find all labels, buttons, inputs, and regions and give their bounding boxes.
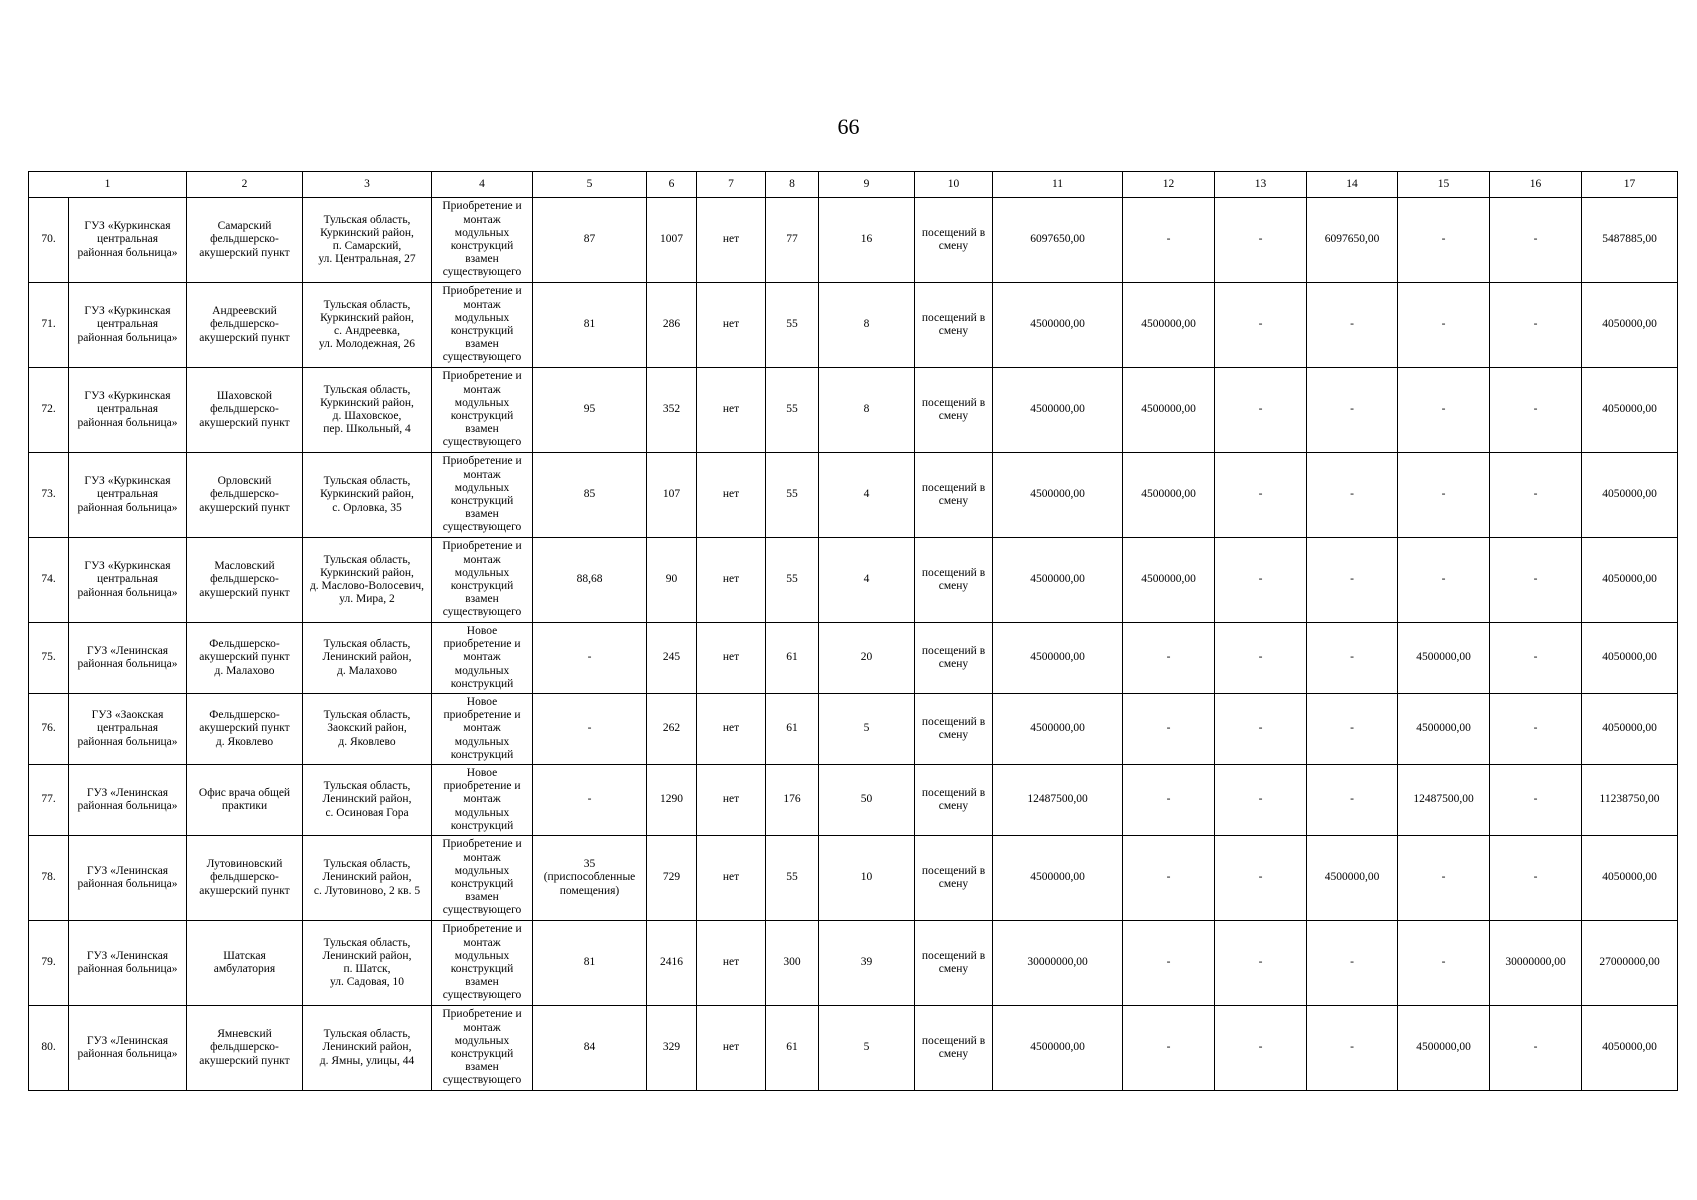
action-cell: Приобретение и монтаж модульных конструкций взамен существующего [432,368,533,453]
col11-cell: 4500000,00 [993,694,1123,765]
col7-cell: нет [697,765,766,836]
col13-cell: - [1215,921,1307,1006]
col6-cell: 1007 [647,198,697,283]
col6-cell: 2416 [647,921,697,1006]
col15-cell: 4500000,00 [1398,623,1490,694]
col9-cell: 5 [819,1006,915,1091]
facilities-table [28,171,1678,1091]
table-row [29,368,1678,453]
address-cell: Тульская область, Ленинский район, д. Малахово [303,623,432,694]
address-cell: Тульская область, Куркинский район, с. Андреевка, ул. Молодежная, 26 [303,283,432,368]
col5-cell: 85 [533,453,647,538]
action-cell: Приобретение и монтаж модульных конструкций взамен существующего [432,198,533,283]
row-number-cell: 76. [29,694,69,765]
col5-cell: 87 [533,198,647,283]
organization-cell: ГУЗ «Куркинская центральная районная больница» [69,453,187,538]
row-number-cell: 73. [29,453,69,538]
col5-cell: 88,68 [533,538,647,623]
organization-cell: ГУЗ «Ленинская районная больница» [69,921,187,1006]
col16-cell: - [1490,538,1582,623]
column-header: 15 [1398,172,1490,198]
row-number-cell: 70. [29,198,69,283]
row-number-cell: 78. [29,836,69,921]
col7-cell: нет [697,368,766,453]
col16-cell: - [1490,1006,1582,1091]
row-number-cell: 72. [29,368,69,453]
col7-cell: нет [697,694,766,765]
col12-cell: - [1123,198,1215,283]
facility-cell: Ямневский фельдшерско- акушерский пункт [187,1006,303,1091]
table-row [29,836,1678,921]
table-row [29,765,1678,836]
organization-cell: ГУЗ «Куркинская центральная районная больница» [69,538,187,623]
col6-cell: 90 [647,538,697,623]
address-cell: Тульская область, Куркинский район, п. Самарский, ул. Центральная, 27 [303,198,432,283]
col17-cell: 27000000,00 [1582,921,1678,1006]
col9-cell: 4 [819,453,915,538]
col11-cell: 4500000,00 [993,283,1123,368]
col10-cell: посещений в смену [915,765,993,836]
col17-cell: 4050000,00 [1582,538,1678,623]
col7-cell: нет [697,623,766,694]
col11-cell: 4500000,00 [993,836,1123,921]
col5-cell: 35 (приспособленные помещения) [533,836,647,921]
col16-cell: - [1490,283,1582,368]
col15-cell: - [1398,198,1490,283]
facility-cell: Лутовиновский фельдшерско- акушерский пункт [187,836,303,921]
table-row [29,921,1678,1006]
col11-cell: 12487500,00 [993,765,1123,836]
column-header: 2 [187,172,303,198]
organization-cell: ГУЗ «Ленинская районная больница» [69,765,187,836]
col5-cell: 84 [533,1006,647,1091]
col10-cell: посещений в смену [915,694,993,765]
col17-cell: 4050000,00 [1582,1006,1678,1091]
organization-cell: ГУЗ «Заокская центральная районная больница» [69,694,187,765]
address-cell: Тульская область, Ленинский район, с. Лутовиново, 2 кв. 5 [303,836,432,921]
col17-cell: 4050000,00 [1582,453,1678,538]
col16-cell: 30000000,00 [1490,921,1582,1006]
col8-cell: 300 [766,921,819,1006]
action-cell: Приобретение и монтаж модульных конструкций взамен существующего [432,1006,533,1091]
col12-cell: - [1123,921,1215,1006]
address-cell: Тульская область, Куркинский район, с. Орловка, 35 [303,453,432,538]
col10-cell: посещений в смену [915,198,993,283]
col13-cell: - [1215,694,1307,765]
col13-cell: - [1215,283,1307,368]
col9-cell: 16 [819,198,915,283]
col10-cell: посещений в смену [915,1006,993,1091]
col6-cell: 329 [647,1006,697,1091]
col14-cell: - [1307,694,1398,765]
col11-cell: 4500000,00 [993,1006,1123,1091]
organization-cell: ГУЗ «Ленинская районная больница» [69,623,187,694]
address-cell: Тульская область, Куркинский район, д. Шаховское, пер. Школьный, 4 [303,368,432,453]
col14-cell: - [1307,623,1398,694]
col9-cell: 5 [819,694,915,765]
header-row [29,172,1678,198]
facility-cell: Фельдшерско- акушерский пункт д. Малахово [187,623,303,694]
col8-cell: 61 [766,623,819,694]
col8-cell: 55 [766,836,819,921]
col10-cell: посещений в смену [915,538,993,623]
col15-cell: - [1398,921,1490,1006]
col5-cell: - [533,623,647,694]
col16-cell: - [1490,198,1582,283]
col12-cell: - [1123,836,1215,921]
address-cell: Тульская область, Ленинский район, с. Осиновая Гора [303,765,432,836]
col12-cell: 4500000,00 [1123,538,1215,623]
action-cell: Новое приобретение и монтаж модульных конструкций [432,765,533,836]
address-cell: Тульская область, Заокский район, д. Яковлево [303,694,432,765]
col12-cell: - [1123,1006,1215,1091]
col16-cell: - [1490,694,1582,765]
facility-cell: Орловский фельдшерско- акушерский пункт [187,453,303,538]
col8-cell: 55 [766,368,819,453]
col7-cell: нет [697,538,766,623]
col5-cell: - [533,765,647,836]
col12-cell: - [1123,765,1215,836]
col8-cell: 61 [766,1006,819,1091]
col17-cell: 4050000,00 [1582,368,1678,453]
row-number-cell: 71. [29,283,69,368]
address-cell: Тульская область, Ленинский район, п. Шатск, ул. Садовая, 10 [303,921,432,1006]
col13-cell: - [1215,623,1307,694]
col12-cell: 4500000,00 [1123,368,1215,453]
address-cell: Тульская область, Ленинский район, д. Ямны, улицы, 44 [303,1006,432,1091]
col9-cell: 20 [819,623,915,694]
row-number-cell: 75. [29,623,69,694]
col15-cell: - [1398,538,1490,623]
col8-cell: 77 [766,198,819,283]
col5-cell: 81 [533,283,647,368]
column-header: 13 [1215,172,1307,198]
col9-cell: 4 [819,538,915,623]
col17-cell: 5487885,00 [1582,198,1678,283]
column-header: 5 [533,172,647,198]
col11-cell: 6097650,00 [993,198,1123,283]
page-number: 66 [837,114,860,139]
col15-cell: - [1398,283,1490,368]
col7-cell: нет [697,921,766,1006]
facility-cell: Андреевский фельдшерско- акушерский пункт [187,283,303,368]
col14-cell: - [1307,765,1398,836]
action-cell: Приобретение и монтаж модульных конструкций взамен существующего [432,836,533,921]
col15-cell: 4500000,00 [1398,1006,1490,1091]
table-row [29,198,1678,283]
column-header: 8 [766,172,819,198]
col6-cell: 352 [647,368,697,453]
column-header: 9 [819,172,915,198]
col12-cell: 4500000,00 [1123,283,1215,368]
col6-cell: 729 [647,836,697,921]
col17-cell: 4050000,00 [1582,836,1678,921]
col11-cell: 4500000,00 [993,453,1123,538]
col13-cell: - [1215,836,1307,921]
row-number-cell: 77. [29,765,69,836]
column-header: 16 [1490,172,1582,198]
col16-cell: - [1490,765,1582,836]
col15-cell: - [1398,368,1490,453]
col11-cell: 30000000,00 [993,921,1123,1006]
column-header: 17 [1582,172,1678,198]
col17-cell: 4050000,00 [1582,283,1678,368]
col13-cell: - [1215,765,1307,836]
col9-cell: 8 [819,368,915,453]
col14-cell: - [1307,538,1398,623]
organization-cell: ГУЗ «Куркинская центральная районная больница» [69,368,187,453]
col12-cell: - [1123,623,1215,694]
col8-cell: 61 [766,694,819,765]
col6-cell: 245 [647,623,697,694]
column-header: 3 [303,172,432,198]
facility-cell: Фельдшерско- акушерский пункт д. Яковлево [187,694,303,765]
organization-cell: ГУЗ «Ленинская районная больница» [69,836,187,921]
col15-cell: - [1398,453,1490,538]
col9-cell: 8 [819,283,915,368]
table-row [29,538,1678,623]
col14-cell: - [1307,1006,1398,1091]
col10-cell: посещений в смену [915,283,993,368]
col6-cell: 1290 [647,765,697,836]
col11-cell: 4500000,00 [993,538,1123,623]
col7-cell: нет [697,453,766,538]
facility-cell: Шатская амбулатория [187,921,303,1006]
col10-cell: посещений в смену [915,836,993,921]
col17-cell: 4050000,00 [1582,694,1678,765]
col9-cell: 10 [819,836,915,921]
column-header: 1 [29,172,187,198]
col12-cell: 4500000,00 [1123,453,1215,538]
col16-cell: - [1490,623,1582,694]
col9-cell: 50 [819,765,915,836]
action-cell: Новое приобретение и монтаж модульных конструкций [432,694,533,765]
col8-cell: 176 [766,765,819,836]
action-cell: Новое приобретение и монтаж модульных конструкций [432,623,533,694]
col10-cell: посещений в смену [915,921,993,1006]
action-cell: Приобретение и монтаж модульных конструкций взамен существующего [432,921,533,1006]
column-header: 4 [432,172,533,198]
col15-cell: 12487500,00 [1398,765,1490,836]
col14-cell: - [1307,921,1398,1006]
column-header: 7 [697,172,766,198]
column-header: 11 [993,172,1123,198]
organization-cell: ГУЗ «Куркинская центральная районная больница» [69,198,187,283]
col9-cell: 39 [819,921,915,1006]
col15-cell: 4500000,00 [1398,694,1490,765]
col5-cell: - [533,694,647,765]
col14-cell: 6097650,00 [1307,198,1398,283]
col7-cell: нет [697,283,766,368]
col17-cell: 4050000,00 [1582,623,1678,694]
col8-cell: 55 [766,538,819,623]
table-row [29,283,1678,368]
table-row [29,453,1678,538]
col10-cell: посещений в смену [915,368,993,453]
col14-cell: - [1307,283,1398,368]
col6-cell: 286 [647,283,697,368]
col16-cell: - [1490,836,1582,921]
col16-cell: - [1490,368,1582,453]
col6-cell: 107 [647,453,697,538]
row-number-cell: 80. [29,1006,69,1091]
action-cell: Приобретение и монтаж модульных конструкций взамен существующего [432,283,533,368]
col10-cell: посещений в смену [915,623,993,694]
col6-cell: 262 [647,694,697,765]
address-cell: Тульская область, Куркинский район, д. Маслово-Волосевич, ул. Мира, 2 [303,538,432,623]
col13-cell: - [1215,198,1307,283]
facility-cell: Масловский фельдшерско- акушерский пункт [187,538,303,623]
action-cell: Приобретение и монтаж модульных конструкций взамен существующего [432,453,533,538]
col7-cell: нет [697,836,766,921]
col11-cell: 4500000,00 [993,623,1123,694]
col16-cell: - [1490,453,1582,538]
row-number-cell: 79. [29,921,69,1006]
col14-cell: 4500000,00 [1307,836,1398,921]
facility-cell: Офис врача общей практики [187,765,303,836]
col17-cell: 11238750,00 [1582,765,1678,836]
col13-cell: - [1215,538,1307,623]
organization-cell: ГУЗ «Куркинская центральная районная больница» [69,283,187,368]
row-number-cell: 74. [29,538,69,623]
facility-cell: Шаховской фельдшерско- акушерский пункт [187,368,303,453]
col5-cell: 95 [533,368,647,453]
column-header: 10 [915,172,993,198]
col11-cell: 4500000,00 [993,368,1123,453]
column-header: 6 [647,172,697,198]
action-cell: Приобретение и монтаж модульных конструкций взамен существующего [432,538,533,623]
table-row [29,623,1678,694]
column-header: 12 [1123,172,1215,198]
col13-cell: - [1215,1006,1307,1091]
facility-cell: Самарский фельдшерско- акушерский пункт [187,198,303,283]
column-header: 14 [1307,172,1398,198]
col10-cell: посещений в смену [915,453,993,538]
table-row [29,1006,1678,1091]
col8-cell: 55 [766,283,819,368]
col5-cell: 81 [533,921,647,1006]
table-row [29,694,1678,765]
col7-cell: нет [697,198,766,283]
col14-cell: - [1307,453,1398,538]
col13-cell: - [1215,368,1307,453]
col13-cell: - [1215,453,1307,538]
organization-cell: ГУЗ «Ленинская районная больница» [69,1006,187,1091]
col14-cell: - [1307,368,1398,453]
col7-cell: нет [697,1006,766,1091]
col12-cell: - [1123,694,1215,765]
col15-cell: - [1398,836,1490,921]
col8-cell: 55 [766,453,819,538]
